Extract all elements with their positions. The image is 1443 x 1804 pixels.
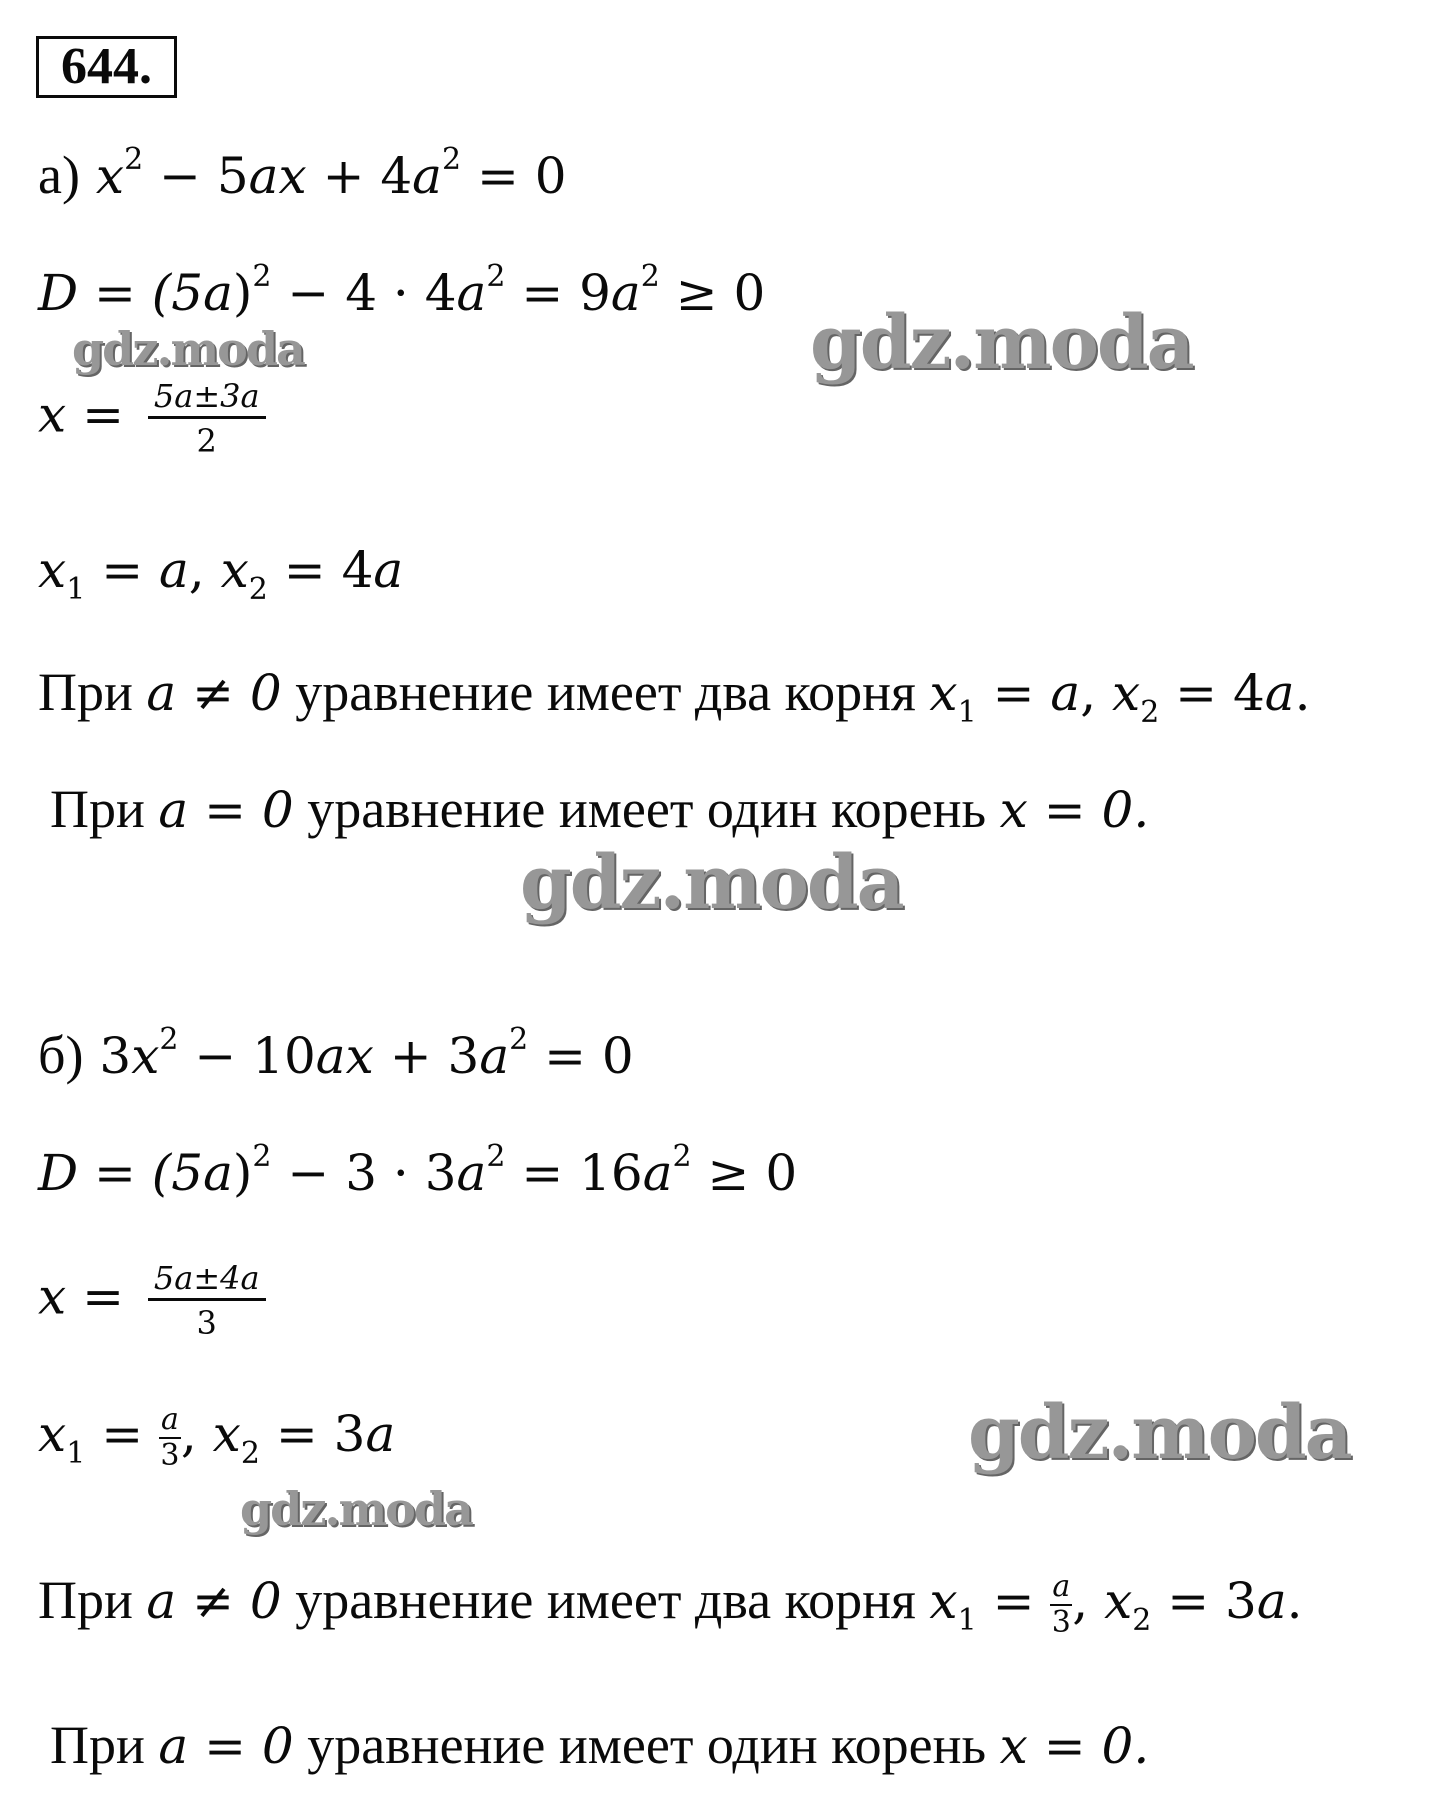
part-a-discriminant: $D = (5a)^2 - 4 \cdot 4a^2 = 9a^2 \ge 0$ xyxy=(38,259,766,322)
part-b-roots-fraction: $\frac{a}{3}$ xyxy=(160,1402,180,1473)
part-b-conclusion-fraction: $\frac{a}{3}$ xyxy=(1051,1569,1071,1640)
watermark-4: gdz.moda xyxy=(968,1390,1351,1476)
part-b-discriminant: $D = (5a)^2 - 3 \cdot 3a^2 = 16a^2 \ge 0$ xyxy=(38,1139,798,1202)
part-b-conclusion-2: При a = 0 уравнение имеет один корень x = 0. xyxy=(50,1715,1150,1775)
part-b-roots: $x_1$ = $\frac{a}{3}$ , $x_2 = 3a$ xyxy=(38,1402,396,1473)
part-a-label: а) xyxy=(38,145,80,205)
part-b-fraction: $\frac{5a\pm 4a}{3}$ xyxy=(148,1262,266,1339)
part-a-equation: а) $x^2 - 5ax + 4a^2 = 0$ xyxy=(38,142,567,205)
part-b-equation: б) $3x^2 - 10ax + 3a^2 = 0$ xyxy=(38,1022,634,1085)
part-a-fraction: $\frac{5a\pm 3a}{2}$ xyxy=(148,380,266,457)
part-a-conclusion-2: При a = 0 уравнение имеет один корень x = 0. xyxy=(50,779,1150,839)
watermark-1: gdz.moda xyxy=(72,322,304,376)
part-b-root-formula: x = $\frac{5a\pm 4a}{3}$ xyxy=(38,1262,266,1339)
watermark-3: gdz.moda xyxy=(520,840,903,926)
part-b-conclusion-1: При a ≠ 0 уравнение имеет два корня $x_1$ = $\frac{a}{3}$ , $x_2 = 3a$. xyxy=(38,1569,1303,1640)
watermark-5: gdz.moda xyxy=(240,1482,472,1536)
watermark-2: gdz.moda xyxy=(810,300,1193,386)
part-a-roots: $x_1 = a$, $x_2 = 4a$ xyxy=(38,541,404,607)
part-b-label: б) xyxy=(38,1025,84,1085)
part-a-conclusion-1: При a ≠ 0 уравнение имеет два корня $x_1 = a$, $x_2 = 4a$. xyxy=(38,662,1311,730)
problem-number: 644. xyxy=(36,36,177,98)
part-a-root-formula: x = $\frac{5a\pm 3a}{2}$ xyxy=(38,380,266,457)
